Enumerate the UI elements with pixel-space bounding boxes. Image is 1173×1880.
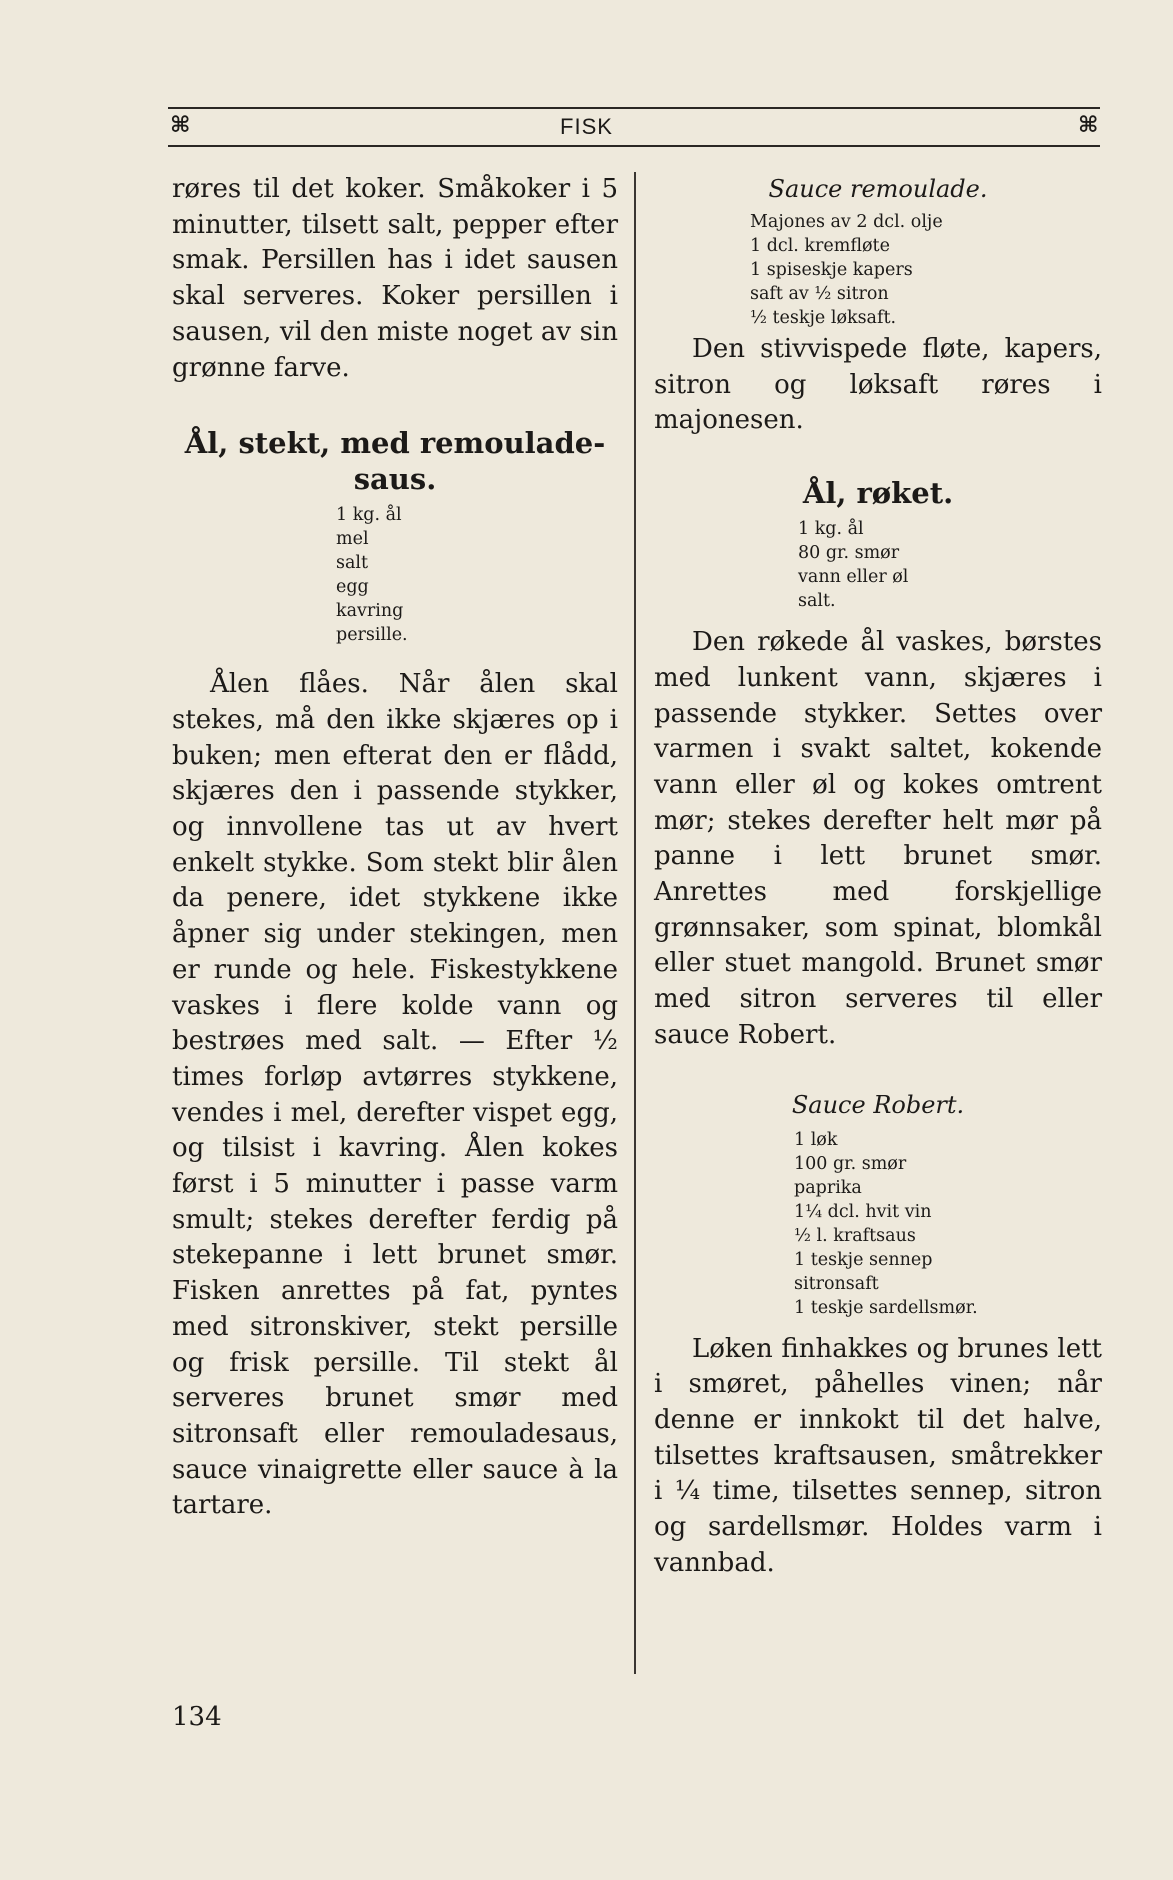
ingredient-list-sauce-robert xyxy=(794,1128,1102,1320)
ingredient-list-stekt-al xyxy=(336,503,618,647)
sauce-remoulade-title: Sauce remoulade. xyxy=(768,175,988,203)
ingredient-item: vann eller øl xyxy=(798,567,909,588)
ingredient-item: Majones av 2 dcl. olje xyxy=(750,212,943,232)
ingredient-item: 1 teskje sennep xyxy=(794,1249,933,1270)
recipe-method-stekt-al: Ålen flåes. Når ålen skal stekes, må den ikke skjæres op i buken; men efterat den er flådd, skjæres den i passende stykker, og innvollene tas ut av hvert enkelt stykke. Som stekt blir ålen da penere, idet stykkene ikke åpner sig under stekingen, men er runde og hele. Fiskestykkene vaskes i flere kolde vann og bestrøes med salt. — Efter ½ times forløp avtørres stykkene, vendes i mel, derefter vispet egg, og tilsist i kavring. Ålen kokes først i 5 minutter i passe varm smult; stekes derefter ferdig på stekepanne i lett brunet smør. Fisken anrettes på fat, pyntes med sitronskiver, stekt persille og frisk persille. Til stekt ål serveres brunet smør med sitronsaft eller remouladesaus, sauce vinaigrette eller sauce à la tartare. xyxy=(172,669,618,1521)
ingredient-item: persille. xyxy=(336,625,408,646)
recipe-method-roket-al: Den røkede ål vaskes, børstes med lunkent vann, skjæres i passende stykker. Settes over varmen i svakt saltet, kokende vann eller øl og kokes omtrent mør; stekes derefter helt mør på panne i lett brunet smør. Anrettes med forskjellige grønnsaker, som spinat, blomkål eller stuet mangold. Brunet smør med sitron serveres til eller sauce Robert. xyxy=(654,627,1102,1050)
ingredient-list-sauce-remoulade xyxy=(750,210,1102,330)
page-number: 134 xyxy=(172,1702,222,1732)
ingredient-item: paprika xyxy=(794,1177,862,1198)
header-rule-bottom xyxy=(168,145,1100,147)
ingredient-item: 1 spiseskje kapers xyxy=(750,260,913,280)
recipe-title-roket-al: Ål, røket. xyxy=(802,476,954,511)
ingredient-item: saft av ½ sitron xyxy=(750,284,889,304)
sauce-robert-title: Sauce Robert. xyxy=(791,1090,965,1119)
recipe-title-line2: saus. xyxy=(353,462,437,497)
ingredient-item: 100 gr. smør xyxy=(794,1153,907,1174)
left-column xyxy=(172,172,618,1524)
ingredient-item: ½ teskje løksaft. xyxy=(750,308,897,328)
ingredient-item: 1 dcl. kremfløte xyxy=(750,236,890,256)
ingredient-item: salt xyxy=(336,553,369,574)
right-column xyxy=(654,172,1102,1581)
ingredient-item: 1 teskje sardellsmør. xyxy=(794,1297,978,1318)
ingredient-item: 1 løk xyxy=(794,1129,838,1150)
ingredient-list-roket-al xyxy=(798,517,1102,613)
recipe-title-line1: Ål, stekt, med remoulade- xyxy=(184,426,606,461)
ingredient-item: salt. xyxy=(798,591,836,612)
column-divider xyxy=(634,172,636,1674)
ingredient-item: mel xyxy=(336,529,369,550)
recipe-title-stekt-al xyxy=(172,425,618,497)
ingredient-item: 1 kg. ål xyxy=(798,519,864,540)
ingredient-item: 1 kg. ål xyxy=(336,505,402,526)
header-ornament-right: ⌘ xyxy=(1078,113,1099,138)
ingredient-item: egg xyxy=(336,577,369,598)
sauce-remoulade-method: Den stivvispede fløte, kapers, sitron og løksaft røres i majonesen. xyxy=(654,334,1102,436)
header-rule-top xyxy=(168,107,1100,109)
ingredient-item: 80 gr. smør xyxy=(798,543,900,564)
ingredient-item: 1¼ dcl. hvit vin xyxy=(794,1201,932,1222)
running-title: FISK xyxy=(560,114,613,139)
ingredient-item: kavring xyxy=(336,601,404,622)
sauce-robert-method: Løken finhakkes og brunes lett i smøret, påhelles vinen; når denne er innkokt til det halve, tilsettes kraftsausen, småtrekker i ¼ time, tilsettes sennep, sitron og sardellsmør. Holdes varm i vannbad. xyxy=(654,1333,1102,1578)
header-ornament-left: ⌘ xyxy=(170,113,191,138)
ingredient-item: ½ l. kraftsaus xyxy=(794,1225,916,1246)
ingredient-item: sitronsaft xyxy=(794,1273,879,1294)
continued-paragraph: røres til det koker. Småkoker i 5 minutter, tilsett salt, pepper efter smak. Persillen has i idet sausen skal serveres. Koker persillen i sausen, vil den miste noget av sin grønne farve. xyxy=(172,174,618,383)
